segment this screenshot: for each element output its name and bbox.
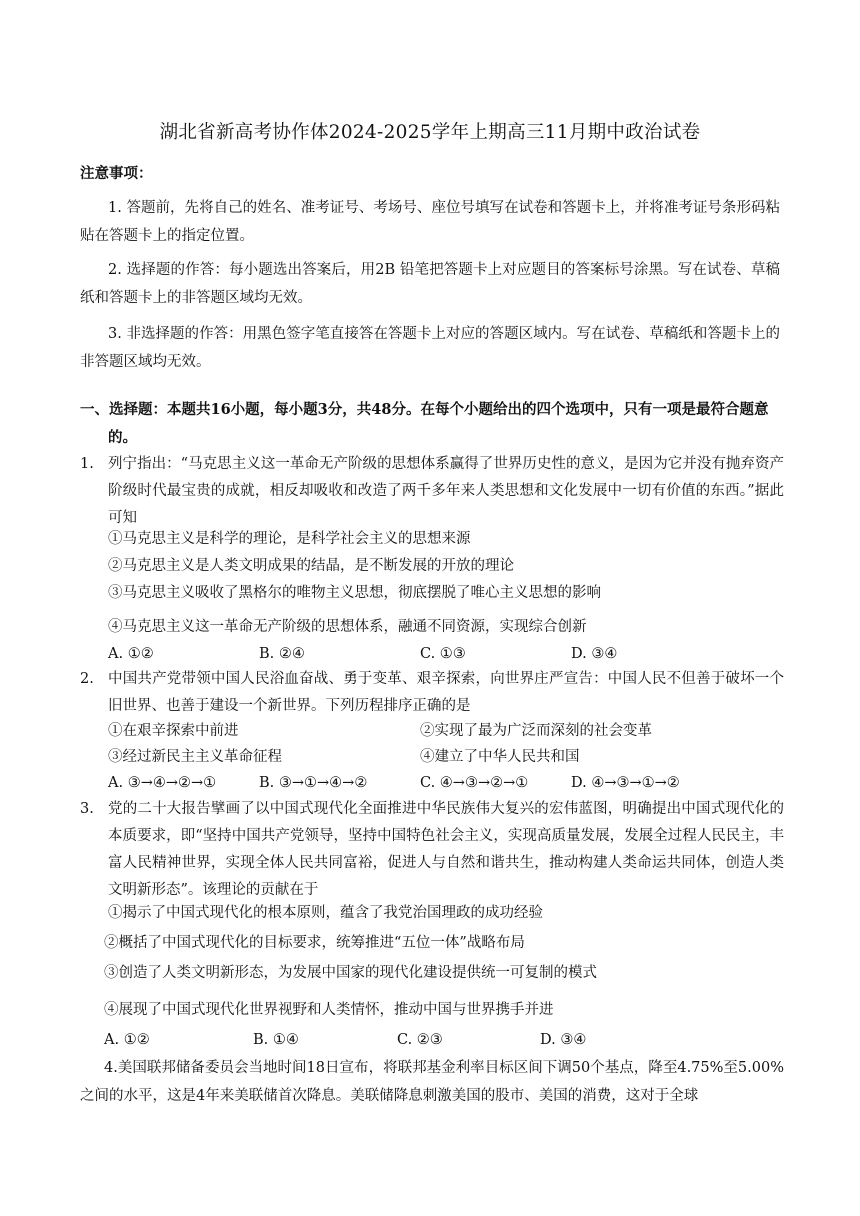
- q3-option-d: D. ③④: [540, 1032, 587, 1048]
- notice-item-2: 2. 选择题的作答：每小题选出答案后，用2B 铅笔把答题卡上对应题目的答案标号涂黑。写在试卷、草稿纸和答题卡上的非答题区域均无效。: [80, 262, 780, 306]
- q2-statement-4: ④建立了中华人民共和国: [420, 749, 580, 765]
- question-number: 2.: [80, 671, 94, 687]
- q2-option-d: D. ④→③→①→②: [571, 775, 680, 791]
- q1-statement-1: ①马克思主义是科学的理论，是科学社会主义的思想来源: [108, 531, 471, 547]
- question-number: 3.: [80, 801, 94, 817]
- q1-statement-4: ④马克思主义这一革命无产阶级的思想体系，融通不同资源，实现综合创新: [108, 619, 587, 635]
- question-4-stem: 4.美国联邦储备委员会当地时间18日宣布，将联邦基金利率目标区间下调50个基点，降至4.75%至5.00%之间的水平，这是4年来美联储首次降息。美联储降息刺激美国的股市、美国的消费，这对于全球: [80, 1060, 784, 1104]
- q3-statement-2: ②概括了中国式现代化的目标要求，统筹推进“五位一体”战略布局: [104, 935, 525, 951]
- page-title: 湖北省新高考协作体2024-2025学年上期高三11月期中政治试卷: [159, 122, 701, 143]
- q1-option-d: D. ③④: [571, 646, 618, 662]
- q2-statement-2: ②实现了最为广泛而深刻的社会变革: [420, 723, 652, 739]
- notice-item-1: 1. 答题前，先将自己的姓名、准考证号、考场号、座位号填写在试卷和答题卡上，并将准考证号条形码粘贴在答题卡上的指定位置。: [80, 200, 780, 244]
- q3-option-c: C. ②③: [397, 1032, 443, 1048]
- q3-option-b: B. ①④: [253, 1032, 299, 1048]
- question-3-stem: 党的二十大报告擘画了以中国式现代化全面推进中华民族伟大复兴的宏伟蓝图，明确提出中国式现代化的本质要求，即“坚持中国共产党领导，坚持中国特色社会主义，实现高质量发展，发展全过程人民民主，丰富人民精神世界，实现全体人民共同富裕，促进人与自然和谐共生，推动构建人类命运共同体，创造人类文明新形态”。该理论的贡献在于: [108, 801, 784, 898]
- question-3-stem-block: [80, 796, 784, 904]
- q3-statement-3: ③创造了人类文明新形态，为发展中国家的现代化建设提供统一可复制的模式: [104, 965, 597, 981]
- question-2-stem-block: [80, 666, 784, 720]
- q3-statement-1: ①揭示了中国式现代化的根本原则，蕴含了我党治国理政的成功经验: [108, 905, 543, 921]
- q2-option-b: B. ③→①→④→②: [259, 775, 368, 791]
- section-heading: 一、选择题：本题共16小题，每小题3分，共48分。在每个小题给出的四个选项中，只有一项是最符合题意的。: [80, 401, 769, 446]
- question-1-stem-block: [80, 451, 784, 532]
- q3-option-a: A. ①②: [104, 1032, 150, 1048]
- q2-statement-3: ③经过新民主主义革命征程: [108, 749, 282, 765]
- notice-heading: 注意事项：: [80, 165, 153, 182]
- q1-option-a: A. ①②: [108, 646, 154, 662]
- q1-option-c: C. ①③: [420, 646, 466, 662]
- q1-statement-3: ③马克思主义吸收了黑格尔的唯物主义思想，彻底摆脱了唯心主义思想的影响: [108, 585, 601, 601]
- q2-option-c: C. ④→③→②→①: [420, 775, 529, 791]
- q1-option-b: B. ②④: [259, 646, 305, 662]
- q3-statement-4: ④展现了中国式现代化世界视野和人类情怀，推动中国与世界携手并进: [104, 1002, 554, 1018]
- question-2-stem: 中国共产党带领中国人民浴血奋战、勇于变革、艰辛探索，向世界庄严宣告：中国人民不但善于破坏一个旧世界、也善于建设一个新世界。下列历程排序正确的是: [108, 671, 784, 714]
- question-1-stem: 列宁指出：“马克思主义这一革命无产阶级的思想体系赢得了世界历史性的意义，是因为它并没有抛弃资产阶级时代最宝贵的成就，相反却吸收和改造了两千多年来人类思想和文化发展中一切有价值的东西。”据此可知: [108, 456, 784, 526]
- question-number: 1.: [80, 456, 94, 472]
- q2-option-a: A. ③→④→②→①: [108, 775, 217, 791]
- q2-statement-1: ①在艰辛探索中前进: [108, 723, 239, 739]
- notice-item-3: 3. 非选择题的作答：用黑色签字笔直接答在答题卡上对应的答题区域内。写在试卷、草稿纸和答题卡上的非答题区域均无效。: [80, 326, 780, 370]
- q1-statement-2: ②马克思主义是人类文明成果的结晶，是不断发展的开放的理论: [108, 558, 514, 574]
